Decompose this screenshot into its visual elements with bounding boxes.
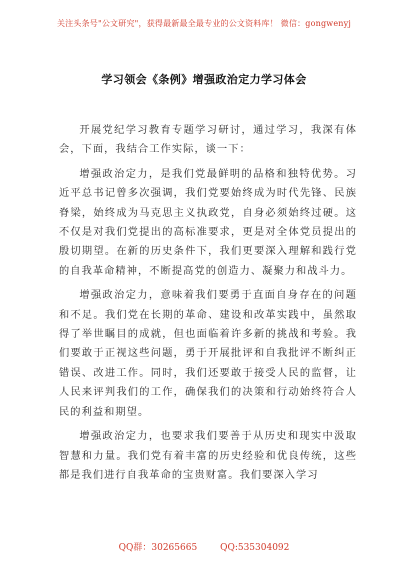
body-paragraph: 增强政治定力，是我们党最鲜明的品格和独特优势。习近平总书记曾多次强调，我们党要始终成为时代先锋、民族脊梁，始终成为马克思主义执政党，自身必须始终过硬。这不仅是对我们党提出的高标准要求，更是对全体党员提出的殷切期望。在新的历史条件下，我们更要深入理解和践行党的自我革命精神，不断提高党的创造力、凝聚力和战斗力。 bbox=[59, 168, 357, 277]
footer-qq: QQ:535304092 bbox=[220, 543, 290, 553]
document-body bbox=[59, 121, 357, 490]
header-promo-note: 关注头条号"公文研究"，获得最新最全最专业的公文资料库！ 微信：gongwenyj bbox=[56, 19, 352, 28]
body-paragraph: 增强政治定力，意味着我们要勇于直面自身存在的问题和不足。我们党在长期的革命、建设和改革实践中，虽然取得了举世瞩目的成就，但也面临着许多新的挑战和考验。我们要敢于正视这些问题，勇于开展批评和自我批评不断纠正错误、改进工作。同时，我们还要敢于接受人民的监督，让人民来评判我们的工作，确保我们的决策和行动始终符合人民的利益和期望。 bbox=[59, 290, 357, 418]
body-paragraph: 开展党纪学习教育专题学习研讨，通过学习，我深有体会，下面，我结合工作实际，谈一下： bbox=[59, 125, 357, 156]
footer-contact bbox=[0, 540, 408, 553]
document-title: 学习领会《条例》增强政治定力学习体会 bbox=[101, 73, 307, 86]
body-paragraph: 增强政治定力，也要求我们要善于从历史和现实中汲取智慧和力量。我们党有着丰富的历史经验和优良传统，这些都是我们进行自我革命的宝贵财富。我们要深入学习 bbox=[59, 431, 357, 481]
footer-qq-group: QQ群：30265665 bbox=[118, 543, 198, 553]
